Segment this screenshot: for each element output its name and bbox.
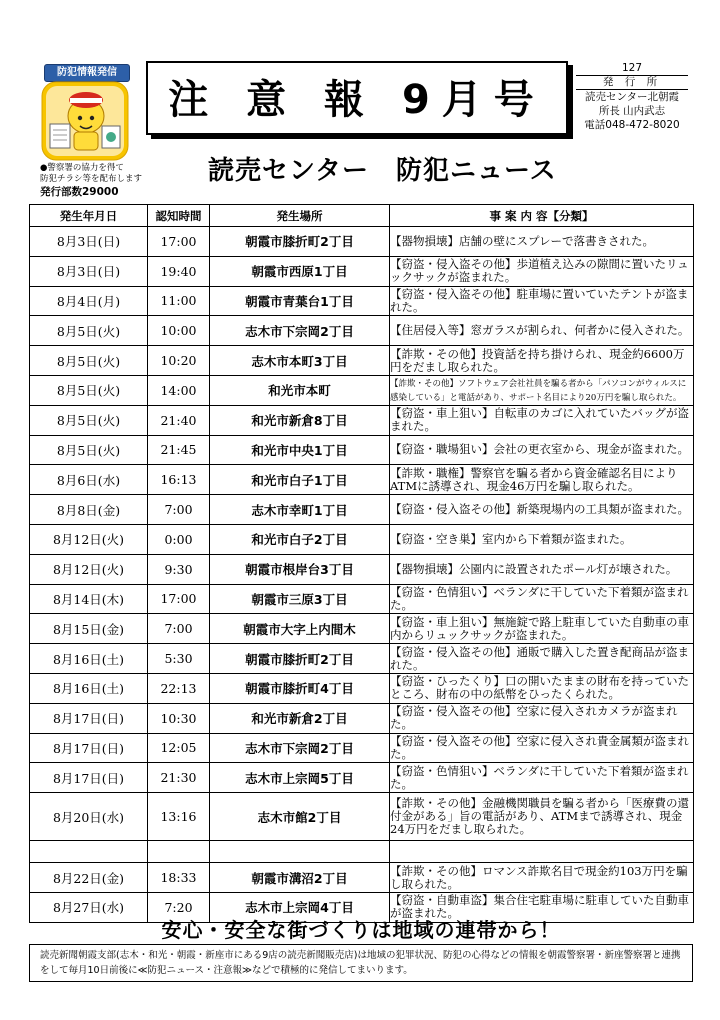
incident-date: 8月4日(月) (30, 286, 148, 316)
incident-place: 朝霞市溝沼2丁目 (210, 863, 390, 893)
incident-time: 0:00 (148, 524, 210, 554)
incident-time: 9:30 (148, 554, 210, 584)
blank-cell (390, 841, 694, 863)
incident-date: 8月5日(火) (30, 316, 148, 346)
incident-place: 志木市上宗岡4丁目 (210, 892, 390, 922)
incident-time: 16:13 (148, 465, 210, 495)
incident-detail: 【詐欺・その他】投資話を持ち掛けられ、現金約6600万円をだまし取られた。 (390, 346, 694, 376)
table-row (30, 286, 694, 316)
table-row (30, 673, 694, 703)
publisher-label: 発 行 所 (576, 76, 688, 90)
incident-detail: 【詐欺・その他】金融機関職員を騙る者から「医療費の還付金がある」旨の電話があり、ATMまで誘導され、現金24万円をだまし取られた。 (390, 793, 694, 841)
issuer-box (576, 62, 688, 132)
incident-date: 8月3日(日) (30, 227, 148, 257)
header-time: 認知時間 (148, 205, 210, 227)
incident-place: 和光市中央1丁目 (210, 435, 390, 465)
table-row (30, 793, 694, 841)
incident-detail: 【窃盗・車上狙い】無施錠で路上駐車していた自動車の車内からリュックサックが盗まれた。 (390, 614, 694, 644)
incident-table (29, 204, 694, 923)
incident-detail: 【詐欺・職権】警察官を騙る者から資金確認名目によりATMに誘導され、現金46万円を騙し取られた。 (390, 465, 694, 495)
incident-date: 8月17日(日) (30, 733, 148, 763)
incident-date: 8月12日(火) (30, 524, 148, 554)
incident-time: 10:30 (148, 703, 210, 733)
cooperation-note-line-2: 防犯チラシ等を配布します (40, 174, 143, 184)
header-place: 発生場所 (210, 205, 390, 227)
incident-place: 和光市新倉2丁目 (210, 703, 390, 733)
table-row (30, 465, 694, 495)
blank-cell (30, 841, 148, 863)
incident-date: 8月8日(金) (30, 495, 148, 525)
incident-time: 13:16 (148, 793, 210, 841)
incident-time: 17:00 (148, 584, 210, 614)
table-row (30, 375, 694, 405)
crime-info-badge: 防犯情報発信 (44, 64, 130, 82)
table-row (30, 227, 694, 257)
table-row (30, 524, 694, 554)
incident-date: 8月20日(水) (30, 793, 148, 841)
incident-date: 8月3日(日) (30, 256, 148, 286)
incident-place: 朝霞市膝折町4丁目 (210, 673, 390, 703)
table-row (30, 256, 694, 286)
incident-detail: 【窃盗・ひったくり】口の開いたままの財布を持っていたところ、財布の中の紙幣をひったくられた。 (390, 673, 694, 703)
incident-date: 8月16日(土) (30, 673, 148, 703)
incident-time: 7:00 (148, 495, 210, 525)
incident-time: 10:20 (148, 346, 210, 376)
incident-time: 12:05 (148, 733, 210, 763)
incident-place: 志木市上宗岡5丁目 (210, 763, 390, 793)
table-row (30, 863, 694, 893)
incident-time: 21:45 (148, 435, 210, 465)
incident-date: 8月17日(日) (30, 703, 148, 733)
incident-time: 22:13 (148, 673, 210, 703)
newsletter-title: 注 意 報 9月号 (146, 61, 568, 135)
table-header-row (30, 205, 694, 227)
incident-detail: 【住居侵入等】窓ガラスが割られ、何者かに侵入された。 (390, 316, 694, 346)
incident-date: 8月16日(土) (30, 644, 148, 674)
table-row (30, 644, 694, 674)
publisher-name: 読売センター北朝霞 (584, 91, 680, 103)
incident-place: 和光市本町 (210, 375, 390, 405)
circulation-count: 発行部数29000 (40, 186, 119, 198)
incident-place: 朝霞市根岸台3丁目 (210, 554, 390, 584)
incident-time: 18:33 (148, 863, 210, 893)
incident-place: 朝霞市膝折町2丁目 (210, 644, 390, 674)
blank-cell (148, 841, 210, 863)
cooperation-note-line-1: ●警察署の協力を得て (40, 163, 124, 173)
incident-place: 朝霞市膝折町2丁目 (210, 227, 390, 257)
incident-place: 朝霞市三原3丁目 (210, 584, 390, 614)
table-row (30, 584, 694, 614)
incident-time: 5:30 (148, 644, 210, 674)
incident-place: 志木市下宗岡2丁目 (210, 733, 390, 763)
mascot-logo (40, 80, 130, 162)
incident-detail: 【詐欺・その他】ロマンス詐欺名目で現金約103万円を騙し取られた。 (390, 863, 694, 893)
incident-detail: 【窃盗・侵入盗その他】空家に侵入され貴金属類が盗まれた。 (390, 733, 694, 763)
table-row (30, 346, 694, 376)
incident-time: 14:00 (148, 375, 210, 405)
table-row (30, 733, 694, 763)
table-row-blank (30, 841, 694, 863)
table-row (30, 554, 694, 584)
incident-place: 志木市本町3丁目 (210, 346, 390, 376)
incident-time: 7:20 (148, 892, 210, 922)
issue-number: 127 (576, 62, 688, 76)
incident-date: 8月12日(火) (30, 554, 148, 584)
director-name: 所長 山内武志 (598, 105, 666, 117)
incident-date: 8月5日(火) (30, 435, 148, 465)
incident-date: 8月17日(日) (30, 763, 148, 793)
incident-time: 7:00 (148, 614, 210, 644)
phone-number: 電話048-472-8020 (584, 119, 680, 131)
header-date: 発生年月日 (30, 205, 148, 227)
incident-detail: 【窃盗・侵入盗その他】通販で購入した置き配商品が盗まれた。 (390, 644, 694, 674)
incident-detail: 【窃盗・侵入盗その他】新築現場内の工具類が盗まれた。 (390, 495, 694, 525)
incident-place: 志木市館2丁目 (210, 793, 390, 841)
incident-date: 8月27日(水) (30, 892, 148, 922)
cooperation-note (40, 163, 150, 185)
table-row (30, 763, 694, 793)
table-row (30, 614, 694, 644)
incident-place: 和光市白子2丁目 (210, 524, 390, 554)
incident-detail: 【窃盗・自動車盗】集合住宅駐車場に駐車していた自動車が盗まれた。 (390, 892, 694, 922)
incident-detail-text: 【詐欺・その他】ソフトウェア会社社員を騙る者から「パソコンがウィルスに感染している」と電話があり、サポート名目により20万円を騙し取られた。 (390, 379, 687, 404)
incident-detail: 【窃盗・侵入盗その他】空家に侵入されカメラが盗まれた。 (390, 703, 694, 733)
incident-date: 8月14日(木) (30, 584, 148, 614)
incident-place: 和光市新倉8丁目 (210, 405, 390, 435)
incident-detail: 【器物損壊】店舗の壁にスプレーで落書きされた。 (390, 227, 694, 257)
incident-place: 志木市幸町1丁目 (210, 495, 390, 525)
incident-time: 11:00 (148, 286, 210, 316)
incident-time: 21:40 (148, 405, 210, 435)
incident-date: 8月22日(金) (30, 863, 148, 893)
table-row (30, 316, 694, 346)
incident-detail: 【窃盗・職場狙い】会社の更衣室から、現金が盗まれた。 (390, 435, 694, 465)
table-row (30, 405, 694, 435)
incident-place: 朝霞市青葉台1丁目 (210, 286, 390, 316)
slogan: 安心・安全な街づくりは地域の連帯から！ (161, 918, 561, 942)
incident-detail: 【窃盗・侵入盗その他】駐車場に置いていたテントが盗まれた。 (390, 286, 694, 316)
footer-note: 読売新聞朝霞支部(志木・和光・朝霞・新座市にある9店の読売新聞販売店)は地域の犯罪状況、防犯の心得などの情報を朝霞警察署・新座警察署と連携をして毎月10日前後に≪防犯ニュース・注意報≫などで積極的に発信してまいります。 (29, 944, 693, 982)
blank-cell (210, 841, 390, 863)
table-row (30, 703, 694, 733)
incident-place: 朝霞市西原1丁目 (210, 256, 390, 286)
table-row (30, 435, 694, 465)
newsletter-subtitle: 読売センター 防犯ニュース (208, 156, 557, 186)
incident-detail: 【窃盗・色情狙い】ベランダに干していた下着類が盗まれた。 (390, 584, 694, 614)
incident-time: 17:00 (148, 227, 210, 257)
incident-detail: 【窃盗・空き巣】室内から下着類が盗まれた。 (390, 524, 694, 554)
incident-detail: 【窃盗・侵入盗その他】歩道植え込みの隙間に置いたリュックサックが盗まれた。 (390, 256, 694, 286)
incident-time: 21:30 (148, 763, 210, 793)
incident-time: 19:40 (148, 256, 210, 286)
incident-detail: 【窃盗・車上狙い】自転車のカゴに入れていたバッグが盗まれた。 (390, 405, 694, 435)
incident-detail: 【器物損壊】公園内に設置されたポール灯が壊された。 (390, 554, 694, 584)
incident-date: 8月15日(金) (30, 614, 148, 644)
incident-detail: 【窃盗・色情狙い】ベランダに干していた下着類が盗まれた。 (390, 763, 694, 793)
incident-place: 志木市下宗岡2丁目 (210, 316, 390, 346)
incident-date: 8月5日(火) (30, 375, 148, 405)
incident-detail (390, 375, 694, 405)
table-body (30, 227, 694, 923)
table-row (30, 495, 694, 525)
incident-time: 10:00 (148, 316, 210, 346)
incident-date: 8月6日(水) (30, 465, 148, 495)
incident-place: 朝霞市大字上内間木 (210, 614, 390, 644)
incident-date: 8月5日(火) (30, 346, 148, 376)
incident-date: 8月5日(火) (30, 405, 148, 435)
incident-place: 和光市白子1丁目 (210, 465, 390, 495)
header-detail: 事 案 内 容【分類】 (390, 205, 694, 227)
